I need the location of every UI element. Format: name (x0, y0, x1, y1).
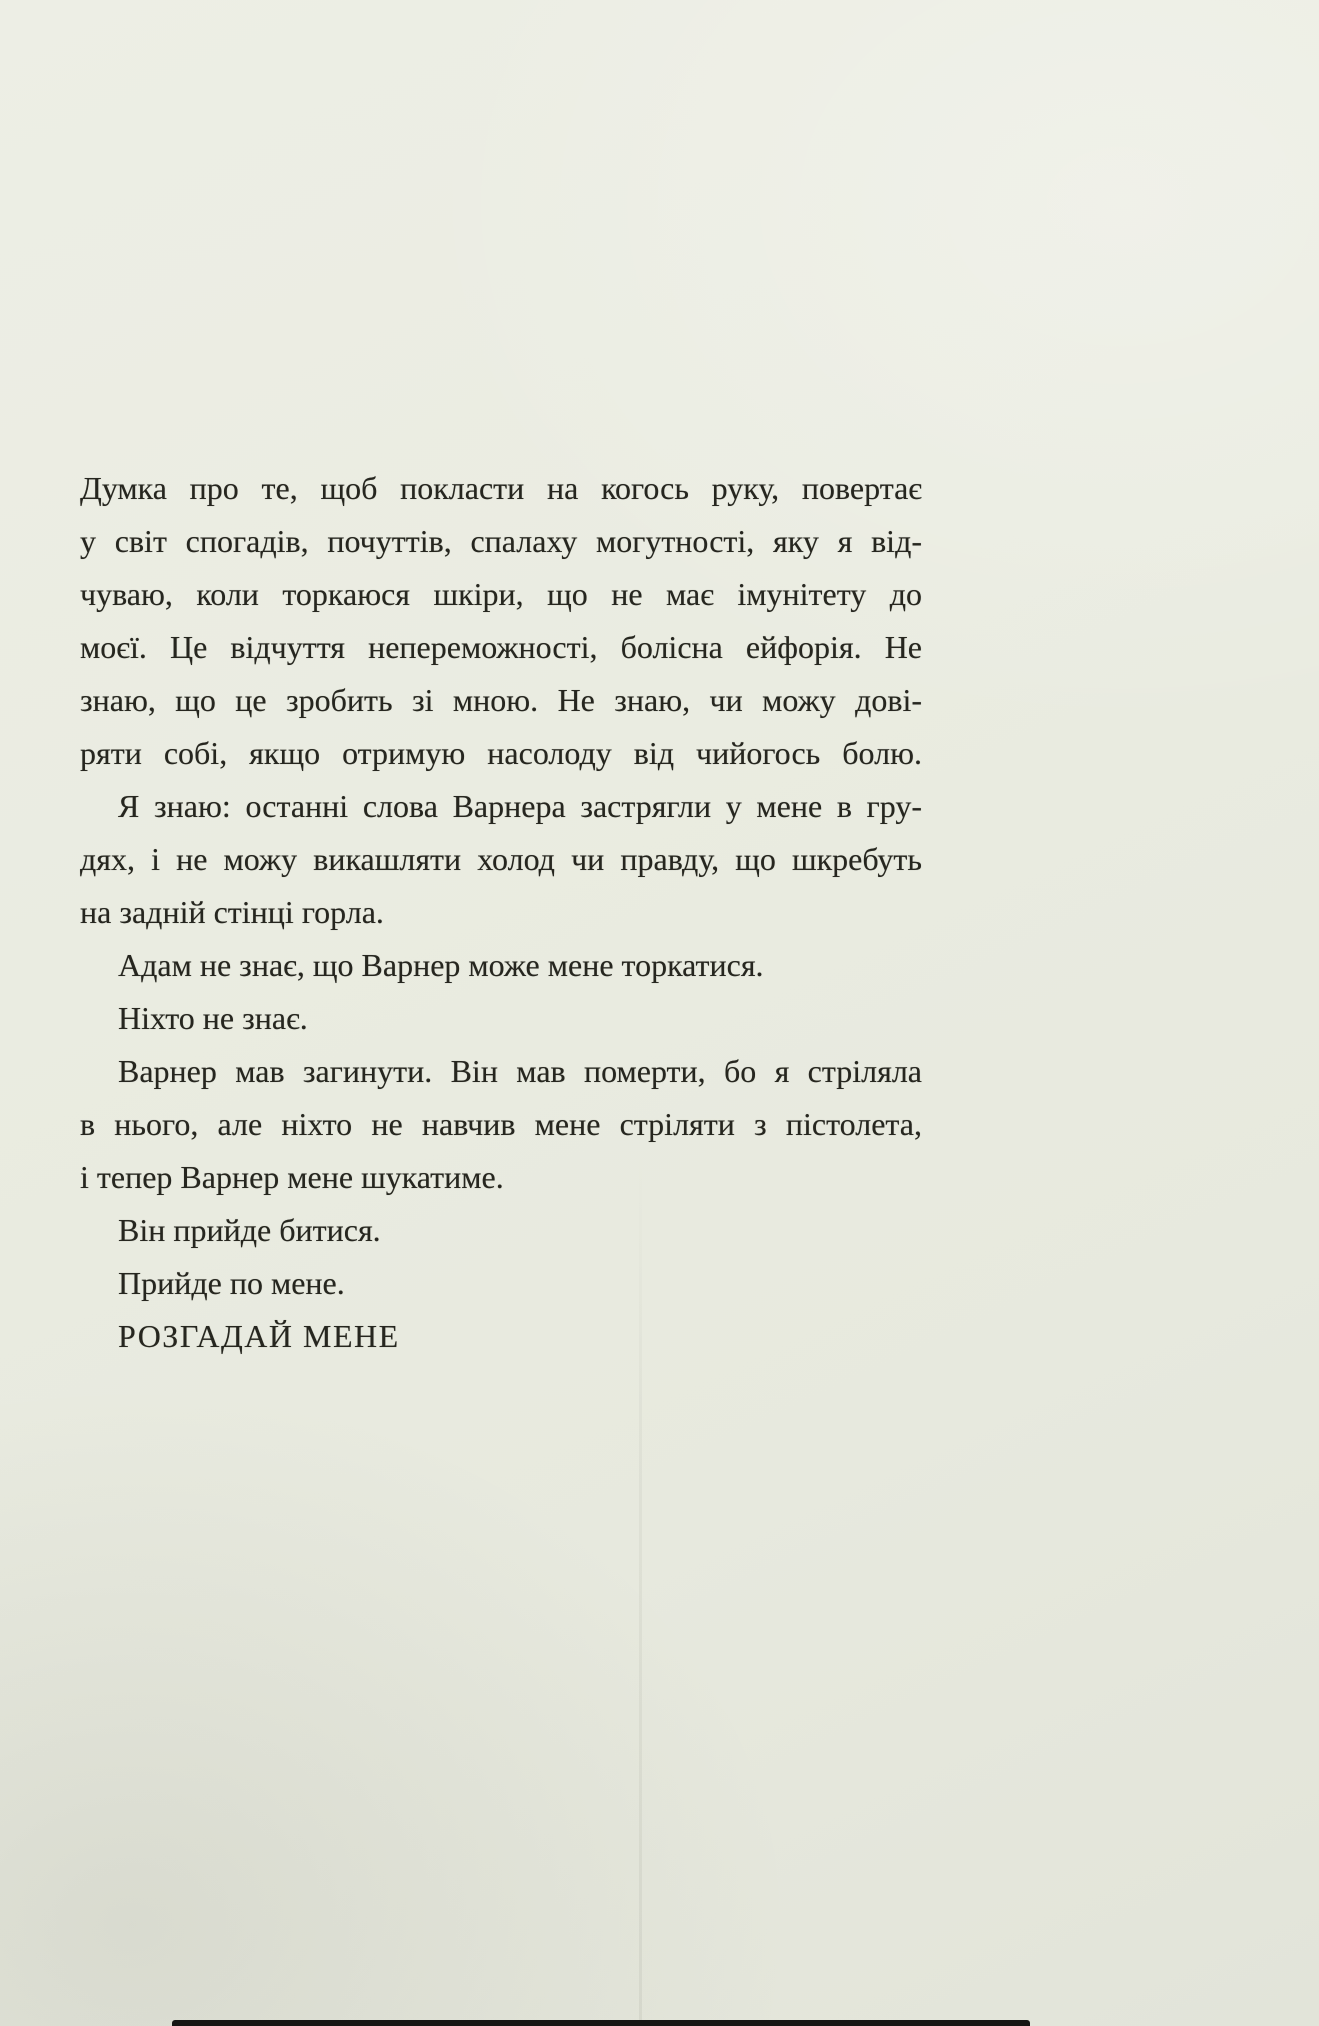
paper-crease (639, 1150, 642, 2026)
text-line: моєї. Це відчуття непереможності, болісна ейфорія. Не (80, 629, 922, 665)
text-line: Він прийде битися. (118, 1212, 381, 1248)
text-line: Варнер мав загинути. Він мав померти, бо я стріляла (118, 1053, 922, 1089)
text-line: і тепер Варнер мене шукатиме. (80, 1159, 504, 1195)
text-line: чуваю, коли торкаюся шкіри, що не має імунітету до (80, 576, 922, 612)
text-line: РОЗГАДАЙ МЕНЕ (118, 1318, 400, 1354)
page-text-block (80, 462, 922, 1363)
text-line: Ніхто не знає. (118, 1000, 308, 1036)
text-line: Прийде по мене. (118, 1265, 345, 1301)
text-line: Адам не знає, що Варнер може мене торкатися. (118, 947, 764, 983)
text-line: Я знаю: останні слова Варнера застрягли у мене в гру- (118, 788, 922, 824)
text-line: в нього, але ніхто не навчив мене стріляти з пістолета, (80, 1106, 922, 1142)
text-line: знаю, що це зробить зі мною. Не знаю, чи можу дові- (80, 682, 922, 718)
text-line: на задній стінці горла. (80, 894, 384, 930)
photo-bottom-edge (172, 2020, 1030, 2026)
text-line: Думка про те, щоб покласти на когось руку, повертає (80, 470, 922, 506)
text-line: ряти собі, якщо отримую насолоду від чийогось болю. (80, 735, 922, 771)
text-line: у світ спогадів, почуттів, спалаху могутності, яку я від- (80, 523, 922, 559)
text-line: дях, і не можу викашляти холод чи правду, що шкребуть (80, 841, 922, 877)
